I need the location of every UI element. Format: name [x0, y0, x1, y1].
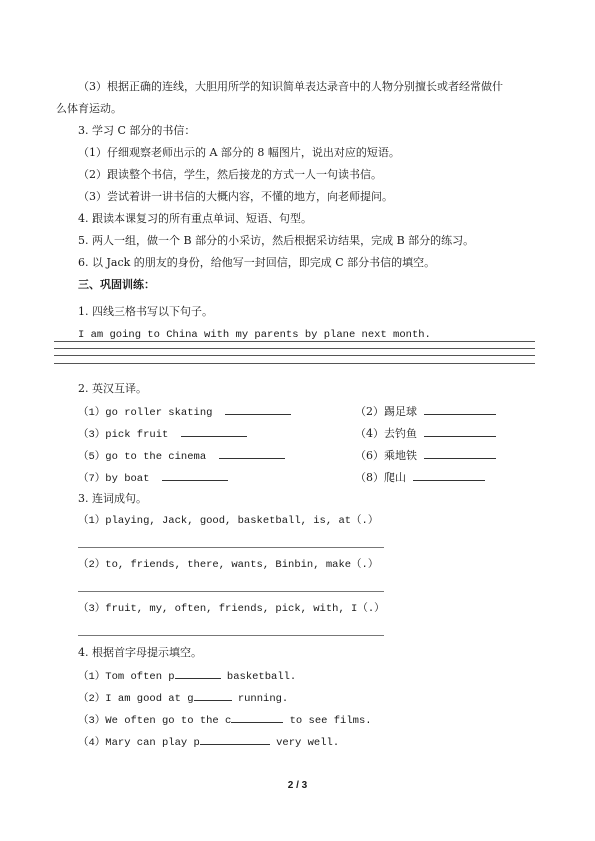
ex4-item-1: （1）Tom often p basketball. [78, 668, 296, 684]
ex3-answer-line-2[interactable] [78, 591, 384, 592]
answer-blank[interactable] [175, 668, 221, 679]
ex2-item-1: （1）go roller skating [78, 404, 291, 420]
upper-item3-2: （2）跟读整个书信，学生，然后接龙的方式一人一句读书信。 [78, 168, 382, 181]
answer-blank[interactable] [219, 448, 285, 459]
ex2-title: 2. 英汉互译。 [78, 382, 147, 395]
ex2-item-4: （4）去钓鱼 [355, 426, 496, 441]
ex3-title: 3. 连词成句。 [78, 492, 147, 505]
ex4-item-4: （4）Mary can play p very well. [78, 734, 339, 750]
upper-item4: 4. 跟读本课复习的所有重点单词、短语、句型。 [78, 212, 312, 225]
answer-blank[interactable] [200, 734, 270, 745]
ex1-title: 1. 四线三格书写以下句子。 [78, 305, 213, 318]
four-line-grid[interactable] [54, 341, 535, 367]
ex2-item-6: （6）乘地铁 [355, 448, 496, 463]
ex2-item-7: （7）by boat [78, 470, 228, 486]
ex4-title: 4. 根据首字母提示填空。 [78, 646, 202, 659]
ex2-item-2: （2）踢足球 [355, 404, 496, 419]
ex1-sentence: I am going to China with my parents by plane next month. [78, 329, 431, 341]
section-heading: 三、巩固训练： [78, 278, 155, 291]
ex2-item-3: （3）pick fruit [78, 426, 247, 442]
upper-item5: 5. 两人一组，做一个 B 部分的小采访，然后根据采访结果，完成 B 部分的练习。 [78, 234, 475, 247]
page-number: 2 / 3 [287, 780, 308, 791]
answer-blank[interactable] [424, 426, 496, 437]
upper-item3-3: （3）尝试着讲一讲书信的大概内容，不懂的地方，向老师提问。 [78, 190, 393, 203]
upper-p3-line2: 么体育运动。 [56, 102, 122, 115]
answer-blank[interactable] [424, 448, 496, 459]
ex3-item-2: （2）to, friends, there, wants, Binbin, make（.） [78, 559, 379, 571]
ex4-item-2: （2）I am good at g running. [78, 690, 288, 706]
ex3-item-1: （1）playing, Jack, good, basketball, is, at（.） [78, 515, 379, 527]
answer-blank[interactable] [225, 404, 291, 415]
answer-blank[interactable] [231, 712, 283, 723]
answer-blank[interactable] [162, 470, 228, 481]
ex3-item-3: （3）fruit, my, often, friends, pick, with, I（.） [78, 603, 385, 615]
upper-item3-1: （1）仔细观察老师出示的 A 部分的 8 幅图片，说出对应的短语。 [78, 146, 400, 159]
upper-item3: 3. 学习 C 部分的书信： [78, 124, 196, 137]
answer-blank[interactable] [181, 426, 247, 437]
upper-p3-line1: （3）根据正确的连线，大胆用所学的知识简单表达录音中的人物分别擅长或者经常做什 [78, 80, 503, 93]
upper-item6: 6. 以 Jack 的朋友的身份，给他写一封回信，即完成 C 部分书信的填空。 [78, 256, 436, 269]
ex2-item-5: （5）go to the cinema [78, 448, 285, 464]
ex3-answer-line-1[interactable] [78, 547, 384, 548]
ex3-answer-line-3[interactable] [78, 635, 384, 636]
ex4-item-3: （3）We often go to the c to see films. [78, 712, 372, 728]
ex2-item-8: （8）爬山 [355, 470, 485, 485]
answer-blank[interactable] [424, 404, 496, 415]
answer-blank[interactable] [194, 690, 232, 701]
answer-blank[interactable] [413, 470, 485, 481]
